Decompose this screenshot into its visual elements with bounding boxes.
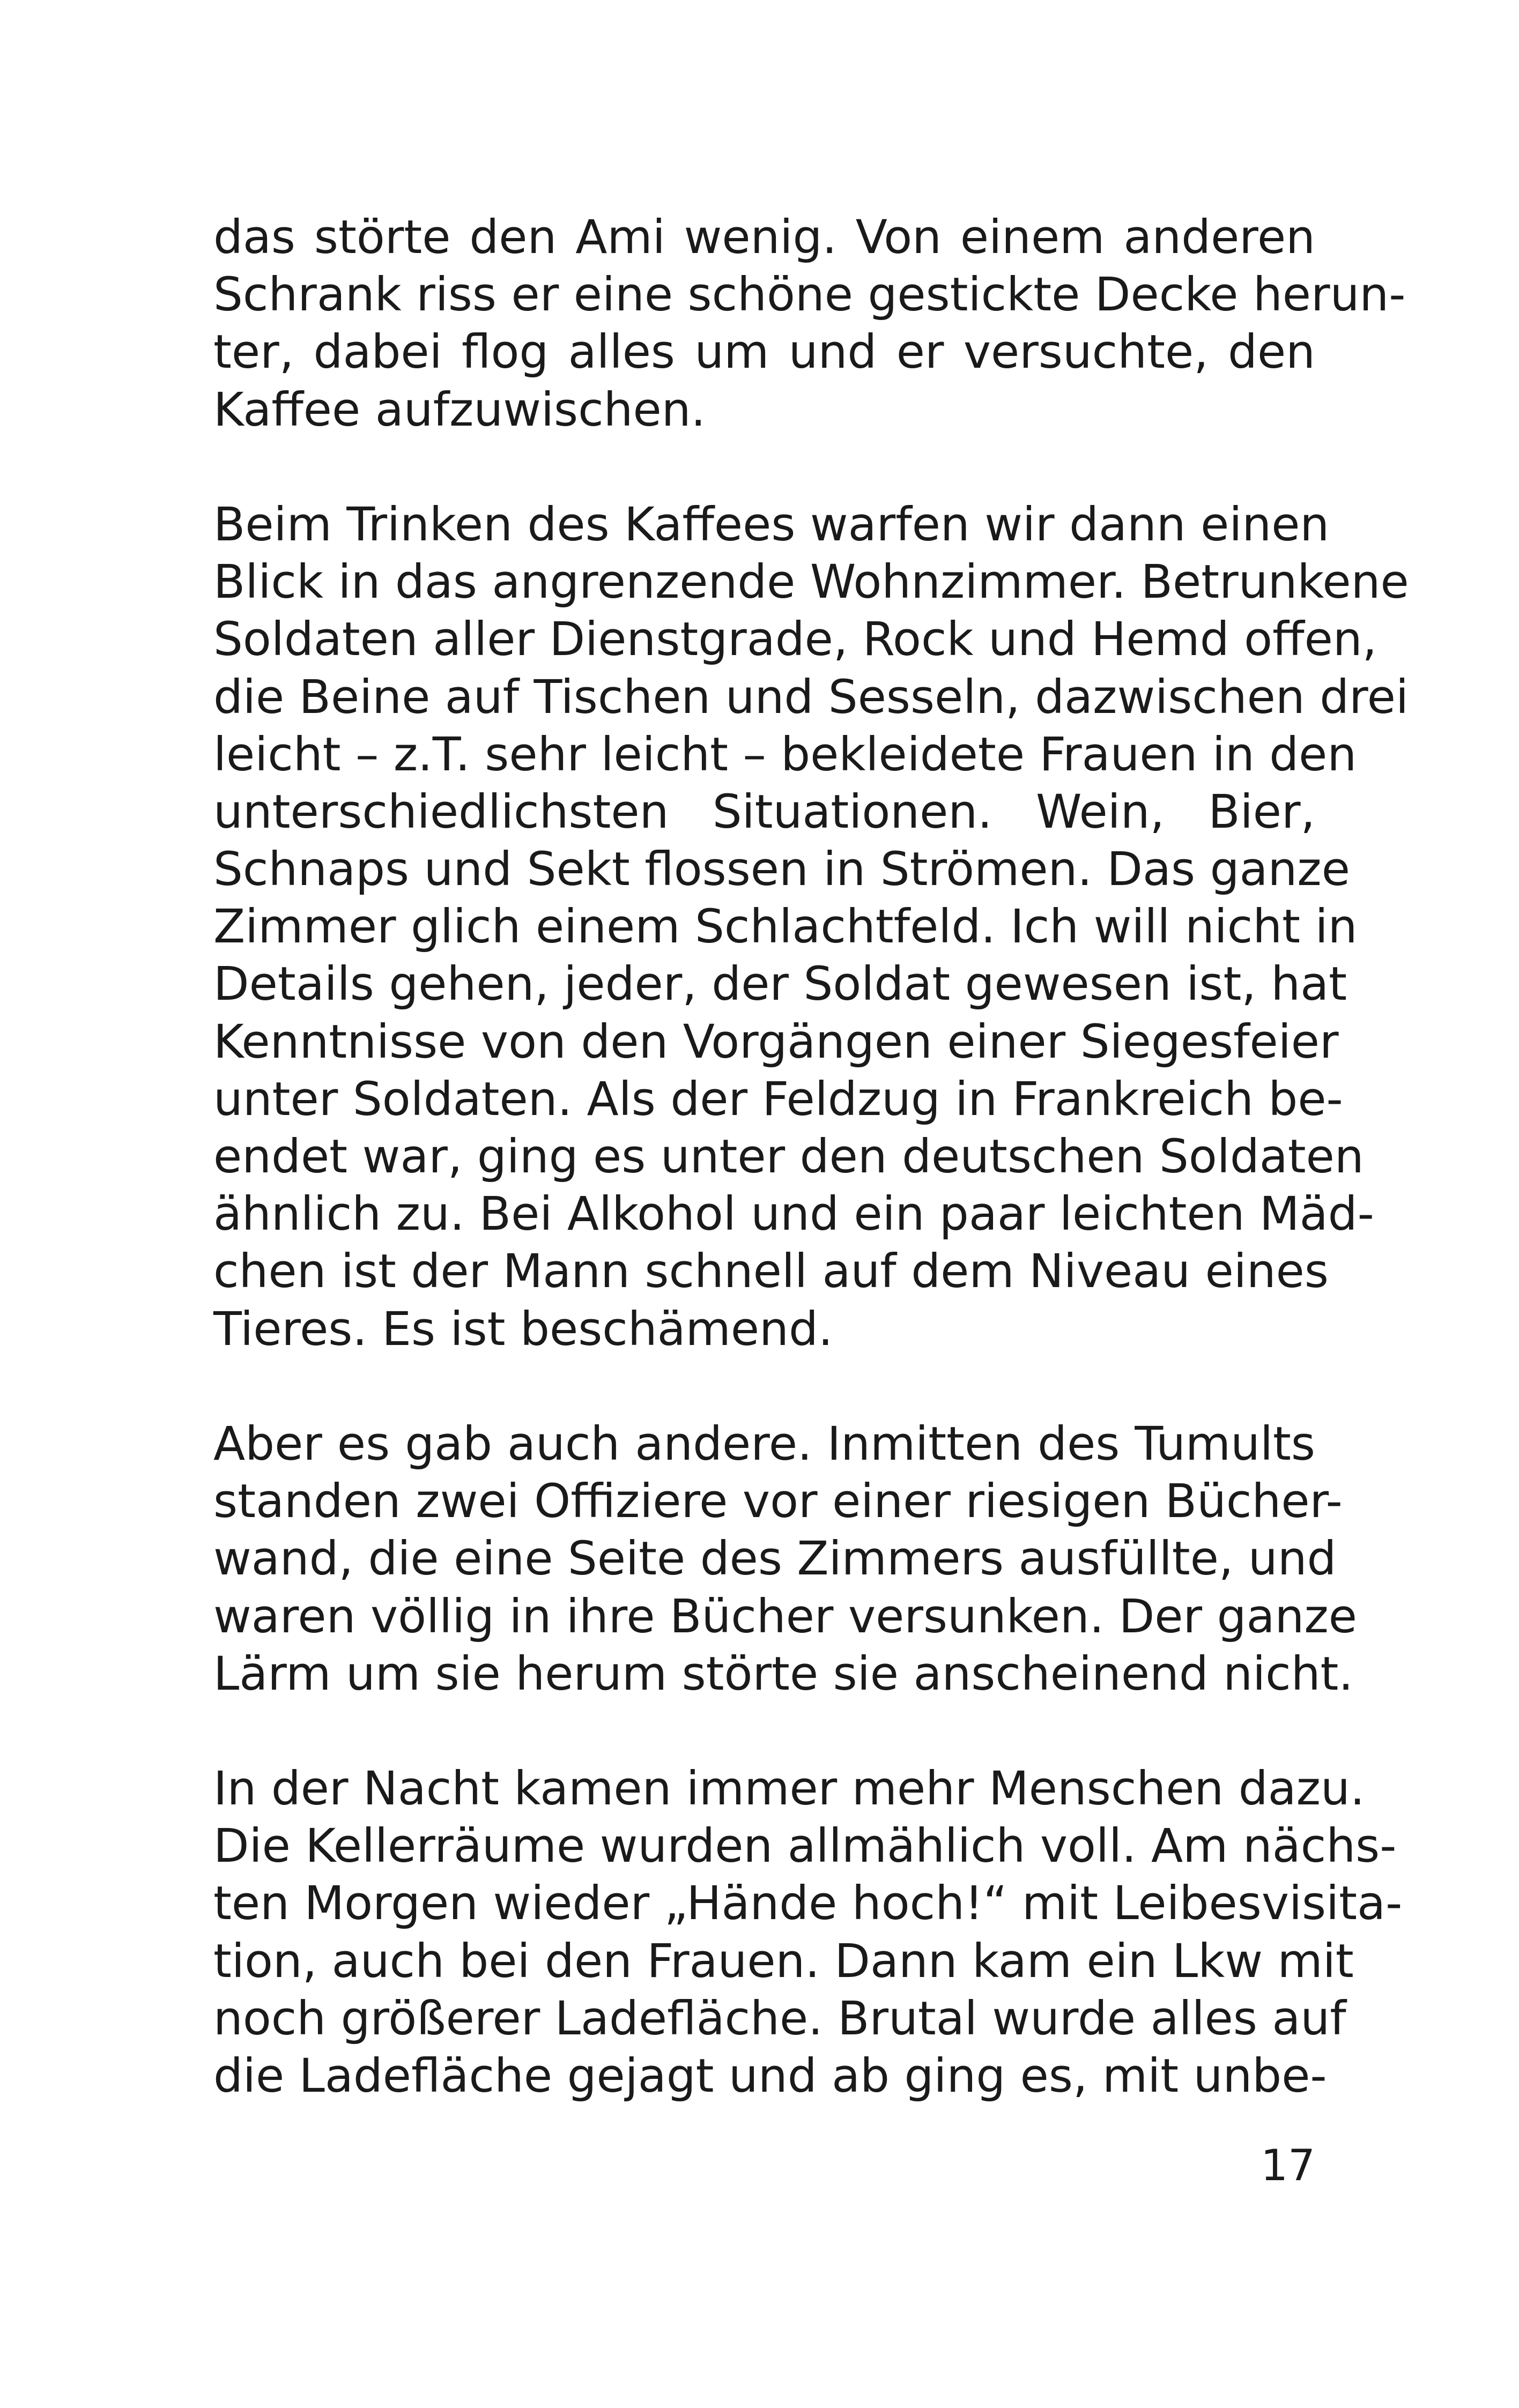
text-line: Zimmer glich einem Schlachtfeld. Ich will nicht in	[213, 900, 1358, 954]
text-line: standen zwei Offiziere vor einer riesigen Bücher-	[213, 1475, 1343, 1529]
text-line: endet war, ging es unter den deutschen Soldaten	[213, 1130, 1364, 1184]
text-line: noch größerer Ladefläche. Brutal wurde alles auf	[213, 1991, 1346, 2046]
text-line: das störte den Ami wenig. Von einem anderen	[213, 211, 1315, 264]
text-line: leicht – z.T. sehr leicht – bekleidete Frauen in den	[213, 727, 1357, 782]
body-text	[213, 209, 1409, 2162]
paragraph-4	[213, 1760, 1403, 2105]
text-line: Blick in das angrenzende Wohnzimmer. Betrunkene	[213, 555, 1409, 610]
text-line: chen ist der Mann schnell auf dem Niveau eines	[213, 1245, 1329, 1299]
text-line: Aber es gab auch andere. Inmitten des Tumults	[213, 1417, 1315, 1471]
text-line: Die Kellerräume wurden allmählich voll. Am nächs-	[213, 1819, 1397, 1874]
text-line: Details gehen, jeder, der Soldat gewesen ist, hat	[213, 957, 1347, 1012]
paragraph-1	[213, 209, 1406, 439]
text-line: Soldaten aller Dienstgrade, Rock und Hemd offen,	[213, 613, 1377, 667]
text-line: unter Soldaten. Als der Feldzug in Frankreich be-	[213, 1072, 1343, 1126]
text-line: ten Morgen wieder „Hände hoch!“ mit Leibesvisita-	[213, 1877, 1403, 1931]
text-line: Lärm um sie herum störte sie anscheinend nicht.	[213, 1647, 1353, 1701]
text-line: In der Nacht kamen immer mehr Menschen dazu.	[213, 1762, 1365, 1816]
text-line: die Beine auf Tischen und Sesseln, dazwischen drei	[213, 670, 1409, 724]
text-line: Schnaps und Sekt flossen in Strömen. Das ganze	[213, 843, 1350, 897]
text-line: Beim Trinken des Kaffees warfen wir dann einen	[213, 497, 1330, 552]
paragraph-3	[213, 1416, 1357, 1703]
text-line: wand, die eine Seite des Zimmers ausfüllte, und	[213, 1532, 1337, 1586]
text-line: ähnlich zu. Bei Alkohol und ein paar leichten Mäd-	[213, 1187, 1374, 1242]
text-line: tion, auch bei den Frauen. Dann kam ein Lkw mit	[213, 1934, 1354, 1988]
page-number: 17	[1261, 2141, 1315, 2190]
text-line: ter, dabei flog alles um und er versuchte, den	[213, 325, 1315, 380]
text-line: Schrank riss er eine schöne gestickte Decke herun-	[213, 268, 1406, 322]
text-line: die Ladefläche gejagt und ab ging es, mit unbe-	[213, 2049, 1327, 2103]
text-line: waren völlig in ihre Bücher versunken. Der ganze	[213, 1589, 1357, 1644]
text-line: unterschiedlichsten Situationen. Wein, Bier,	[213, 785, 1315, 839]
text-line: Tieres. Es ist beschämend.	[213, 1302, 833, 1356]
paragraph-2	[213, 496, 1409, 1358]
text-line: Kenntnisse von den Vorgängen einer Siegesfeier	[213, 1015, 1339, 1069]
text-line: Kaffee aufzuwischen.	[213, 383, 706, 437]
